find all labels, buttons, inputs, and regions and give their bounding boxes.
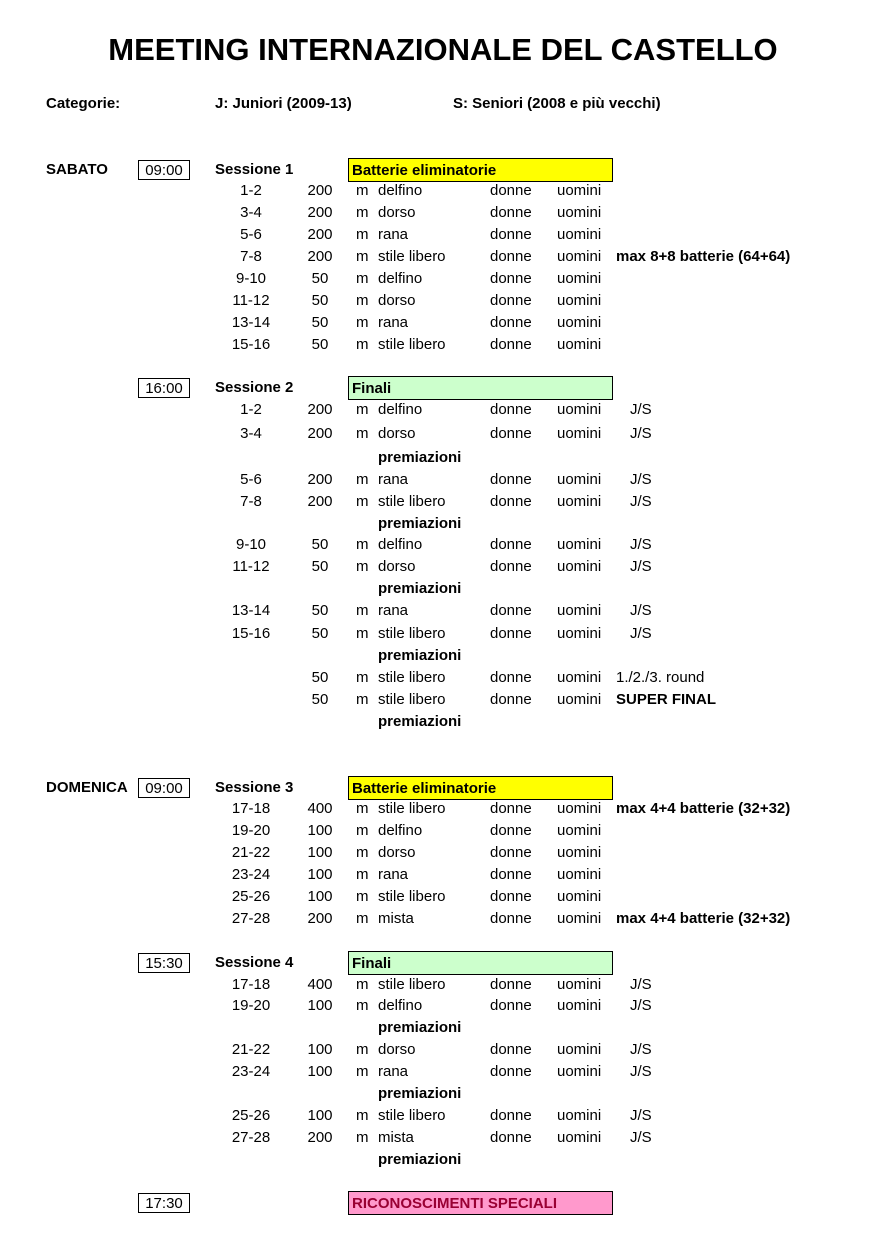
event-men: uomini [557, 822, 602, 839]
event-women: donne [490, 1129, 532, 1146]
event-number: 13-14 [231, 602, 271, 619]
event-note: max 4+4 batterie (32+32) [616, 800, 791, 817]
event-men: uomini [557, 314, 602, 331]
event-category: J/S [630, 536, 652, 553]
event-category: J/S [630, 1041, 652, 1058]
event-unit: m [356, 976, 369, 993]
event-style: rana [378, 866, 409, 883]
juniors-category: J: Juniori (2009-13) [215, 95, 352, 112]
event-style: dorso [378, 558, 416, 575]
event-category: J/S [630, 625, 652, 642]
event-distance: 100 [307, 866, 333, 883]
event-number: 19-20 [231, 822, 271, 839]
event-number: 23-24 [231, 1063, 271, 1080]
event-distance: 200 [307, 910, 333, 927]
session-name: Sessione 3 [215, 779, 294, 796]
event-style: mista [378, 1129, 414, 1146]
event-unit: m [356, 425, 369, 442]
event-unit: m [356, 691, 369, 708]
event-number: 11-12 [232, 292, 270, 309]
event-distance: 200 [307, 204, 333, 221]
day-label-domenica: DOMENICA [46, 779, 128, 796]
event-category: J/S [630, 471, 652, 488]
event-style: stile libero [378, 888, 446, 905]
event-number: 5-6 [240, 471, 262, 488]
event-number: 21-22 [231, 1041, 271, 1058]
premiazioni-label: premiazioni [378, 515, 462, 532]
event-row [0, 1127, 886, 1149]
event-women: donne [490, 976, 532, 993]
phase-finali: Finali [348, 951, 613, 975]
event-style: stile libero [378, 336, 446, 353]
event-men: uomini [557, 997, 602, 1014]
event-men: uomini [557, 336, 602, 353]
event-men: uomini [557, 625, 602, 642]
event-distance: 50 [311, 602, 329, 619]
event-women: donne [490, 1107, 532, 1124]
event-style: rana [378, 471, 409, 488]
event-row [0, 798, 886, 820]
premiazioni-label: premiazioni [378, 1085, 462, 1102]
event-unit: m [356, 1041, 369, 1058]
event-unit: m [356, 602, 369, 619]
event-style: rana [378, 314, 409, 331]
event-men: uomini [557, 800, 602, 817]
event-women: donne [490, 602, 532, 619]
event-distance: 100 [307, 888, 333, 905]
event-unit: m [356, 204, 369, 221]
event-category: J/S [630, 997, 652, 1014]
session-name: Sessione 2 [215, 379, 294, 396]
event-women: donne [490, 182, 532, 199]
phase-batterie: Batterie eliminatorie [348, 776, 613, 800]
event-unit: m [356, 866, 369, 883]
event-style: dorso [378, 844, 416, 861]
event-men: uomini [557, 182, 602, 199]
event-distance: 50 [311, 536, 329, 553]
event-row [0, 180, 886, 202]
event-women: donne [490, 866, 532, 883]
event-men: uomini [557, 401, 602, 418]
event-men: uomini [557, 669, 602, 686]
event-distance: 50 [311, 558, 329, 575]
event-number: 27-28 [231, 1129, 271, 1146]
event-men: uomini [557, 976, 602, 993]
phase-riconoscimenti: RICONOSCIMENTI SPECIALI [348, 1191, 613, 1215]
event-distance: 50 [311, 669, 329, 686]
event-row [0, 290, 886, 312]
event-distance: 200 [307, 182, 333, 199]
event-note: SUPER FINAL [616, 691, 717, 708]
event-style: stile libero [378, 976, 446, 993]
event-unit: m [356, 493, 369, 510]
event-women: donne [490, 1063, 532, 1080]
event-row [0, 469, 886, 491]
event-men: uomini [557, 1107, 602, 1124]
event-category: J/S [630, 1107, 652, 1124]
event-category: J/S [630, 558, 652, 575]
event-number: 27-28 [231, 910, 271, 927]
event-style: dorso [378, 1041, 416, 1058]
event-number: 13-14 [231, 314, 271, 331]
event-row [0, 623, 886, 645]
event-women: donne [490, 204, 532, 221]
seniors-category: S: Seniori (2008 e più vecchi) [453, 95, 661, 112]
event-category: J/S [630, 1129, 652, 1146]
premiazioni-label: premiazioni [378, 1151, 462, 1168]
event-row [0, 1061, 886, 1083]
event-women: donne [490, 314, 532, 331]
event-style: delfino [378, 536, 423, 553]
event-category: J/S [630, 425, 652, 442]
event-distance: 200 [307, 401, 333, 418]
event-number: 15-16 [231, 336, 271, 353]
premiazioni-label: premiazioni [378, 449, 462, 466]
event-women: donne [490, 401, 532, 418]
event-men: uomini [557, 493, 602, 510]
event-style: rana [378, 1063, 409, 1080]
event-men: uomini [557, 910, 602, 927]
event-women: donne [490, 270, 532, 287]
session-name: Sessione 4 [215, 954, 294, 971]
event-number: 17-18 [231, 800, 271, 817]
event-unit: m [356, 800, 369, 817]
event-style: delfino [378, 997, 423, 1014]
event-row [0, 886, 886, 908]
event-distance: 50 [311, 314, 329, 331]
event-unit: m [356, 669, 369, 686]
event-women: donne [490, 669, 532, 686]
event-women: donne [490, 1041, 532, 1058]
event-row [0, 312, 886, 334]
event-men: uomini [557, 226, 602, 243]
phase-finali: Finali [348, 376, 613, 400]
day-label-sabato: SABATO [46, 161, 108, 178]
event-women: donne [490, 910, 532, 927]
event-distance: 100 [307, 1041, 333, 1058]
event-row [0, 600, 886, 622]
categories-label: Categorie: [46, 95, 121, 112]
event-men: uomini [557, 1063, 602, 1080]
event-women: donne [490, 558, 532, 575]
event-number: 5-6 [240, 226, 262, 243]
event-category: J/S [630, 401, 652, 418]
event-men: uomini [557, 602, 602, 619]
event-unit: m [356, 844, 369, 861]
event-distance: 200 [307, 248, 333, 265]
event-row [0, 491, 886, 513]
event-note: 1./2./3. round [616, 669, 705, 686]
event-unit: m [356, 625, 369, 642]
event-row [0, 864, 886, 886]
phase-batterie: Batterie eliminatorie [348, 158, 613, 182]
event-style: stile libero [378, 669, 446, 686]
event-category: J/S [630, 976, 652, 993]
event-unit: m [356, 1107, 369, 1124]
event-distance: 100 [307, 822, 333, 839]
event-style: delfino [378, 401, 423, 418]
event-row [0, 202, 886, 224]
event-row [0, 995, 886, 1017]
event-men: uomini [557, 536, 602, 553]
event-distance: 50 [311, 292, 329, 309]
event-row [0, 820, 886, 842]
event-distance: 50 [311, 691, 329, 708]
event-unit: m [356, 471, 369, 488]
event-style: rana [378, 226, 409, 243]
event-men: uomini [557, 691, 602, 708]
event-women: donne [490, 800, 532, 817]
session-time: 09:00 [138, 778, 190, 798]
event-number: 25-26 [231, 1107, 271, 1124]
session-time: 17:30 [138, 1193, 190, 1213]
event-number: 1-2 [240, 182, 262, 199]
event-women: donne [490, 471, 532, 488]
event-note: max 8+8 batterie (64+64) [616, 248, 791, 265]
event-distance: 200 [307, 493, 333, 510]
event-row [0, 908, 886, 930]
event-row [0, 842, 886, 864]
event-number: 19-20 [231, 997, 271, 1014]
event-women: donne [490, 536, 532, 553]
event-distance: 100 [307, 1063, 333, 1080]
event-distance: 100 [307, 1107, 333, 1124]
event-category: J/S [630, 1063, 652, 1080]
event-number: 17-18 [231, 976, 271, 993]
event-unit: m [356, 226, 369, 243]
event-distance: 50 [311, 336, 329, 353]
event-row [0, 534, 886, 556]
premiazioni-label: premiazioni [378, 713, 462, 730]
event-row [0, 224, 886, 246]
event-style: stile libero [378, 1107, 446, 1124]
event-row [0, 246, 886, 268]
event-men: uomini [557, 425, 602, 442]
event-number: 7-8 [240, 493, 262, 510]
event-men: uomini [557, 866, 602, 883]
event-number: 15-16 [231, 625, 271, 642]
event-row [0, 268, 886, 290]
event-men: uomini [557, 1041, 602, 1058]
event-style: stile libero [378, 625, 446, 642]
event-distance: 200 [307, 425, 333, 442]
event-women: donne [490, 425, 532, 442]
event-unit: m [356, 314, 369, 331]
event-style: mista [378, 910, 414, 927]
event-unit: m [356, 292, 369, 309]
event-unit: m [356, 1063, 369, 1080]
event-number: 7-8 [240, 248, 262, 265]
event-men: uomini [557, 1129, 602, 1146]
event-unit: m [356, 401, 369, 418]
event-distance: 400 [307, 976, 333, 993]
event-style: stile libero [378, 248, 446, 265]
event-style: dorso [378, 425, 416, 442]
event-men: uomini [557, 844, 602, 861]
event-row [0, 974, 886, 996]
event-number: 11-12 [232, 558, 270, 575]
event-style: delfino [378, 270, 423, 287]
event-men: uomini [557, 471, 602, 488]
event-distance: 400 [307, 800, 333, 817]
event-number: 1-2 [240, 401, 262, 418]
event-number: 9-10 [235, 270, 267, 287]
event-distance: 200 [307, 226, 333, 243]
event-number: 25-26 [231, 888, 271, 905]
event-row [0, 556, 886, 578]
event-row [0, 399, 886, 421]
premiazioni-label: premiazioni [378, 580, 462, 597]
event-distance: 200 [307, 471, 333, 488]
event-women: donne [490, 226, 532, 243]
session-time: 09:00 [138, 160, 190, 180]
event-unit: m [356, 182, 369, 199]
event-style: stile libero [378, 691, 446, 708]
event-men: uomini [557, 248, 602, 265]
event-category: J/S [630, 493, 652, 510]
event-women: donne [490, 493, 532, 510]
event-unit: m [356, 997, 369, 1014]
event-style: stile libero [378, 800, 446, 817]
event-men: uomini [557, 270, 602, 287]
event-style: rana [378, 602, 409, 619]
event-number: 3-4 [240, 425, 262, 442]
event-row [0, 423, 886, 445]
event-row [0, 667, 886, 689]
event-row [0, 1039, 886, 1061]
event-men: uomini [557, 558, 602, 575]
event-distance: 50 [311, 625, 329, 642]
event-women: donne [490, 822, 532, 839]
session-time: 16:00 [138, 378, 190, 398]
event-women: donne [490, 336, 532, 353]
event-distance: 100 [307, 844, 333, 861]
event-unit: m [356, 910, 369, 927]
event-men: uomini [557, 292, 602, 309]
page-title: MEETING INTERNAZIONALE DEL CASTELLO [108, 32, 778, 67]
event-style: stile libero [378, 493, 446, 510]
event-style: delfino [378, 822, 423, 839]
event-women: donne [490, 625, 532, 642]
event-men: uomini [557, 204, 602, 221]
event-distance: 200 [307, 1129, 333, 1146]
event-men: uomini [557, 888, 602, 905]
event-unit: m [356, 336, 369, 353]
event-women: donne [490, 844, 532, 861]
event-number: 23-24 [231, 866, 271, 883]
event-distance: 50 [311, 270, 329, 287]
event-women: donne [490, 292, 532, 309]
event-note: max 4+4 batterie (32+32) [616, 910, 791, 927]
event-number: 3-4 [240, 204, 262, 221]
event-women: donne [490, 248, 532, 265]
event-unit: m [356, 888, 369, 905]
event-category: J/S [630, 602, 652, 619]
event-number: 21-22 [231, 844, 271, 861]
session-name: Sessione 1 [215, 161, 294, 178]
event-unit: m [356, 822, 369, 839]
event-women: donne [490, 888, 532, 905]
event-distance: 100 [307, 997, 333, 1014]
event-women: donne [490, 997, 532, 1014]
event-unit: m [356, 248, 369, 265]
event-number: 9-10 [235, 536, 267, 553]
event-women: donne [490, 691, 532, 708]
event-style: dorso [378, 204, 416, 221]
event-style: delfino [378, 182, 423, 199]
event-row [0, 334, 886, 356]
event-unit: m [356, 536, 369, 553]
event-style: dorso [378, 292, 416, 309]
event-row [0, 689, 886, 711]
event-unit: m [356, 1129, 369, 1146]
session-time: 15:30 [138, 953, 190, 973]
premiazioni-label: premiazioni [378, 1019, 462, 1036]
event-row [0, 1105, 886, 1127]
premiazioni-label: premiazioni [378, 647, 462, 664]
event-unit: m [356, 270, 369, 287]
event-unit: m [356, 558, 369, 575]
